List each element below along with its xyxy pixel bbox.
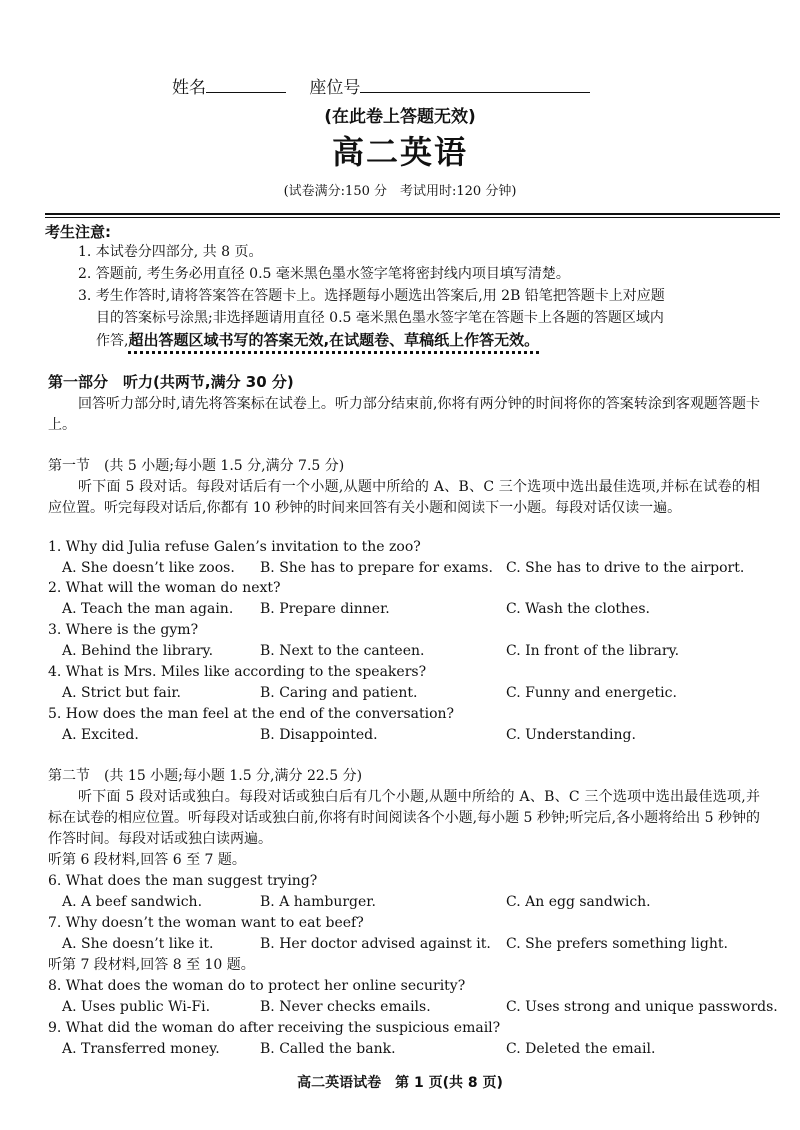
option-4b: B. Caring and patient. bbox=[260, 685, 418, 701]
option-4a: A. Strict but fair. bbox=[62, 685, 181, 701]
instruction-3-end: 作答, bbox=[96, 333, 129, 349]
question-8: 8. What does the woman do to protect her online security? bbox=[48, 978, 466, 994]
question-6: 6. What does the man suggest trying? bbox=[48, 873, 318, 889]
option-9c: C. Deleted the email. bbox=[506, 1041, 656, 1057]
section2-intro: 听下面 5 段对话或独白。每段对话或独白后有几个小题,从题中所给的 A、B、C 三个选项中选出最佳选项,并标在试卷的相应位置。听每段对话或独白前,你将有时间阅读各个小题,每小题 5 秒钟;听完后,各小题将给出 5 秒钟的作答时间。每段对话或独白读两遍。 bbox=[48, 789, 760, 847]
option-6a: A. A beef sandwich. bbox=[62, 894, 203, 910]
option-4c: C. Funny and energetic. bbox=[506, 685, 677, 701]
option-1c: C. She has to drive to the airport. bbox=[506, 560, 745, 576]
option-8c: C. Uses strong and unique passwords. bbox=[506, 999, 778, 1015]
question-1: 1. Why did Julia refuse Galen’s invitation to the zoo? bbox=[48, 539, 421, 555]
option-6c: C. An egg sandwich. bbox=[506, 894, 651, 910]
section1-heading: 第一节 (共 5 小题;每小题 1.5 分,满分 7.5 分) bbox=[48, 458, 345, 474]
name-field bbox=[172, 76, 590, 98]
exam-info: (试卷满分:150 分 考试用时:120 分钟) bbox=[283, 184, 517, 199]
option-3c: C. In front of the library. bbox=[506, 643, 680, 659]
option-3a: A. Behind the library. bbox=[62, 643, 214, 659]
section1-intro: 听下面 5 段对话。每段对话后有一个小题,从题中所给的 A、B、C 三个选项中选出最佳选项,并标在试卷的相应位置。听完每段对话后,你都有 10 秒钟的时间来回答有关小题和阅读下一小题。每段对话仅读一遍。 bbox=[48, 479, 760, 516]
instruction-1: 1. 本试卷分四部分, 共 8 页。 bbox=[78, 244, 263, 260]
instruction-emphasis: 超出答题区域书写的答案无效,在试题卷、草稿纸上作答无效。 bbox=[128, 331, 540, 349]
part1-title: 第一部分 听力 bbox=[48, 373, 154, 391]
divider-bottom bbox=[45, 217, 780, 218]
page-footer: 高二英语试卷 第 1 页(共 8 页) bbox=[297, 1075, 503, 1091]
option-3b: B. Next to the canteen. bbox=[260, 643, 425, 659]
divider-top bbox=[45, 213, 780, 215]
question-3: 3. Where is the gym? bbox=[48, 622, 199, 638]
option-5c: C. Understanding. bbox=[506, 727, 636, 743]
option-6b: B. A hamburger. bbox=[260, 894, 376, 910]
instruction-3: 3. 考生作答时,请将答案答在答题卡上。选择题每小题选出答案后,用 2B 铅笔把答题卡上对应题 bbox=[78, 288, 665, 304]
option-9b: B. Called the bank. bbox=[260, 1041, 396, 1057]
question-7: 7. Why doesn’t the woman want to eat beef? bbox=[48, 915, 364, 931]
option-7c: C. She prefers something light. bbox=[506, 936, 728, 952]
option-5b: B. Disappointed. bbox=[260, 727, 378, 743]
instruction-3-cont: 目的答案标号涂黑;非选择题请用直径 0.5 毫米黑色墨水签字笔在答题卡上各题的答题区域内 bbox=[96, 310, 664, 326]
part1-intro: 回答听力部分时,请先将答案标在试卷上。听力部分结束前,你将有两分钟的时间将你的答案转涂到客观题答题卡上。 bbox=[48, 396, 760, 433]
seat-label: 座位号 bbox=[309, 78, 361, 98]
question-2: 2. What will the woman do next? bbox=[48, 580, 281, 596]
answer-notice: (在此卷上答题无效) bbox=[324, 107, 476, 127]
page-title: 高二英语 bbox=[331, 133, 468, 171]
option-8b: B. Never checks emails. bbox=[260, 999, 431, 1015]
part1-note: (共两节,满分 30 分) bbox=[153, 373, 294, 391]
question-9: 9. What did the woman do after receiving the suspicious email? bbox=[48, 1020, 501, 1036]
option-7a: A. She doesn’t like it. bbox=[62, 936, 214, 952]
part1-heading bbox=[48, 372, 294, 392]
seat-blank[interactable] bbox=[360, 76, 590, 93]
name-blank[interactable] bbox=[206, 76, 286, 93]
material-6: 听第 6 段材料,回答 6 至 7 题。 bbox=[48, 852, 246, 868]
material-7: 听第 7 段材料,回答 8 至 10 题。 bbox=[48, 957, 255, 973]
option-5a: A. Excited. bbox=[62, 727, 139, 743]
option-7b: B. Her doctor advised against it. bbox=[260, 936, 491, 952]
instructions-heading: 考生注意: bbox=[45, 223, 111, 241]
option-8a: A. Uses public Wi-Fi. bbox=[62, 999, 211, 1015]
name-label: 姓名 bbox=[172, 78, 206, 98]
question-5: 5. How does the man feel at the end of the conversation? bbox=[48, 706, 455, 722]
option-1b: B. She has to prepare for exams. bbox=[260, 560, 493, 576]
question-4: 4. What is Mrs. Miles like according to the speakers? bbox=[48, 664, 427, 680]
instruction-2: 2. 答题前, 考生务必用直径 0.5 毫米黑色墨水签字笔将密封线内项目填写清楚。 bbox=[78, 266, 570, 282]
option-2c: C. Wash the clothes. bbox=[506, 601, 650, 617]
option-2b: B. Prepare dinner. bbox=[260, 601, 390, 617]
option-1a: A. She doesn’t like zoos. bbox=[62, 560, 235, 576]
section2-heading: 第二节 (共 15 小题;每小题 1.5 分,满分 22.5 分) bbox=[48, 768, 363, 784]
option-2a: A. Teach the man again. bbox=[62, 601, 234, 617]
option-9a: A. Transferred money. bbox=[62, 1041, 220, 1057]
